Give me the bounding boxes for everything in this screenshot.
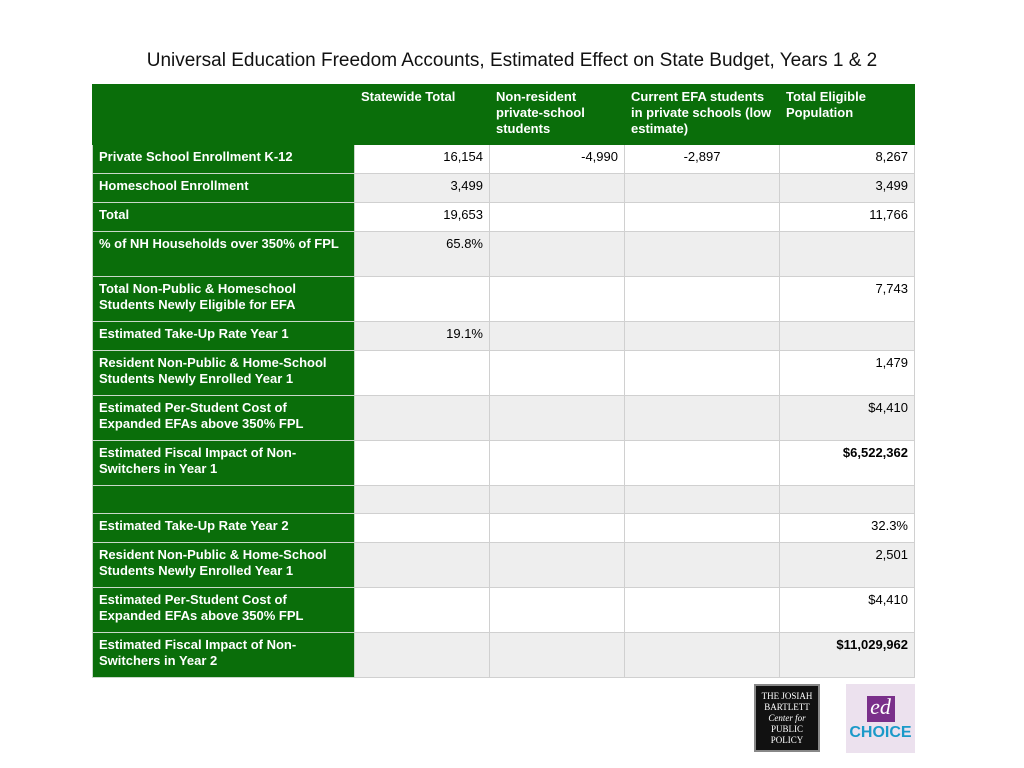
row-label [93,486,355,514]
header-total-eligible: Total Eligible Population [780,85,915,145]
cell-value: -4,990 [581,149,618,164]
cell-value: 1,479 [875,355,908,370]
header-statewide: Statewide Total [355,85,490,145]
row-label: Estimated Take-Up Rate Year 2 [93,514,355,543]
table-row [93,396,915,441]
cell-value: $6,522,362 [842,445,908,460]
cell-c1 [355,396,490,441]
edchoice-choice: CHOICE [849,724,912,741]
row-label: Homeschool Enrollment [93,174,355,203]
cell-value: 2,501 [875,547,908,562]
cell-c4 [780,277,915,322]
bartlett-center-logo: THE JOSIAH BARTLETT Center for PUBLIC POLICY [754,684,820,752]
cell-value: $11,029,962 [836,637,908,652]
cell-c3 [625,203,780,232]
cell-c2 [490,588,625,633]
table-row [93,486,915,514]
row-label: Resident Non-Public & Home-School Students Newly Enrolled Year 1 [93,351,355,396]
cell-value: 11,766 [869,207,908,222]
table-header [93,85,915,145]
header-blank [93,85,355,145]
row-label: Estimated Take-Up Rate Year 1 [93,322,355,351]
cell-value: 3,499 [450,178,483,193]
cell-c3 [625,145,780,174]
row-label: Estimated Per-Student Cost of Expanded EFAs above 350% FPL [93,396,355,441]
cell-c2 [490,277,625,322]
cell-c2 [490,322,625,351]
cell-value: 19,653 [443,207,483,222]
cell-value: $4,410 [868,400,908,415]
slide-title: Universal Education Freedom Accounts, Estimated Effect on State Budget, Years 1 & 2 [146,50,878,71]
table-row [93,441,915,486]
cell-c1 [355,588,490,633]
cell-c4 [780,203,915,232]
table-row [93,203,915,232]
table-row [93,351,915,396]
cell-c4 [780,441,915,486]
header-nonresident: Non-resident private-school students [490,85,625,145]
cell-c1 [355,351,490,396]
cell-c1 [355,633,490,678]
cell-value: 65.8% [446,236,483,251]
table-row [93,543,915,588]
row-label: Estimated Per-Student Cost of Expanded EFAs above 350% FPL [93,588,355,633]
cell-c1 [355,145,490,174]
cell-c2 [490,514,625,543]
cell-c2 [490,145,625,174]
cell-c3 [625,514,780,543]
cell-c2 [490,351,625,396]
cell-c4 [780,322,915,351]
cell-c1 [355,486,490,514]
cell-value: 3,499 [875,178,908,193]
row-label: % of NH Households over 350% of FPL [93,232,355,277]
cell-c2 [490,203,625,232]
cell-c3 [625,543,780,588]
row-label: Total [93,203,355,232]
cell-c1 [355,441,490,486]
cell-value: 8,267 [875,149,908,164]
cell-c4 [780,514,915,543]
cell-value: $4,410 [868,592,908,607]
cell-value: 7,743 [875,281,908,296]
cell-value: 19.1% [446,326,483,341]
cell-c2 [490,486,625,514]
table-row [93,232,915,277]
cell-c4 [780,486,915,514]
cell-c3 [625,588,780,633]
table-row [93,588,915,633]
cell-c4 [780,174,915,203]
row-label: Estimated Fiscal Impact of Non-Switchers in Year 2 [93,633,355,678]
cell-c4 [780,633,915,678]
cell-c2 [490,543,625,588]
cell-value: 32.3% [871,518,908,533]
cell-c3 [625,322,780,351]
cell-c2 [490,441,625,486]
row-label: Private School Enrollment K-12 [93,145,355,174]
cell-c4 [780,351,915,396]
cell-c4 [780,232,915,277]
header-current-efa: Current EFA students in private schools (low estimate) [625,85,780,145]
cell-c1 [355,322,490,351]
table-row [93,277,915,322]
cell-c1 [355,203,490,232]
cell-c3 [625,486,780,514]
table-row [93,174,915,203]
cell-c4 [780,396,915,441]
cell-c3 [625,277,780,322]
cell-c4 [780,145,915,174]
table-row [93,322,915,351]
row-label: Estimated Fiscal Impact of Non-Switchers in Year 1 [93,441,355,486]
edchoice-ed: ed [867,696,895,722]
table-row [93,514,915,543]
cell-c3 [625,396,780,441]
table-row [93,145,915,174]
cell-c4 [780,588,915,633]
cell-c3 [625,633,780,678]
cell-c2 [490,396,625,441]
cell-c2 [490,174,625,203]
table-row [93,633,915,678]
cell-c3 [625,174,780,203]
cell-c1 [355,277,490,322]
cell-c3 [625,232,780,277]
cell-c2 [490,232,625,277]
cell-c3 [625,351,780,396]
cell-c3 [625,441,780,486]
edchoice-logo [846,684,915,753]
row-label: Total Non-Public & Homeschool Students Newly Eligible for EFA [93,277,355,322]
cell-value: -2,897 [683,149,721,164]
cell-c1 [355,232,490,277]
cell-c1 [355,514,490,543]
cell-value: 16,154 [443,149,483,164]
cell-c4 [780,543,915,588]
cell-c2 [490,633,625,678]
cell-c1 [355,174,490,203]
row-label: Resident Non-Public & Home-School Students Newly Enrolled Year 1 [93,543,355,588]
cell-c1 [355,543,490,588]
budget-table [92,84,915,678]
